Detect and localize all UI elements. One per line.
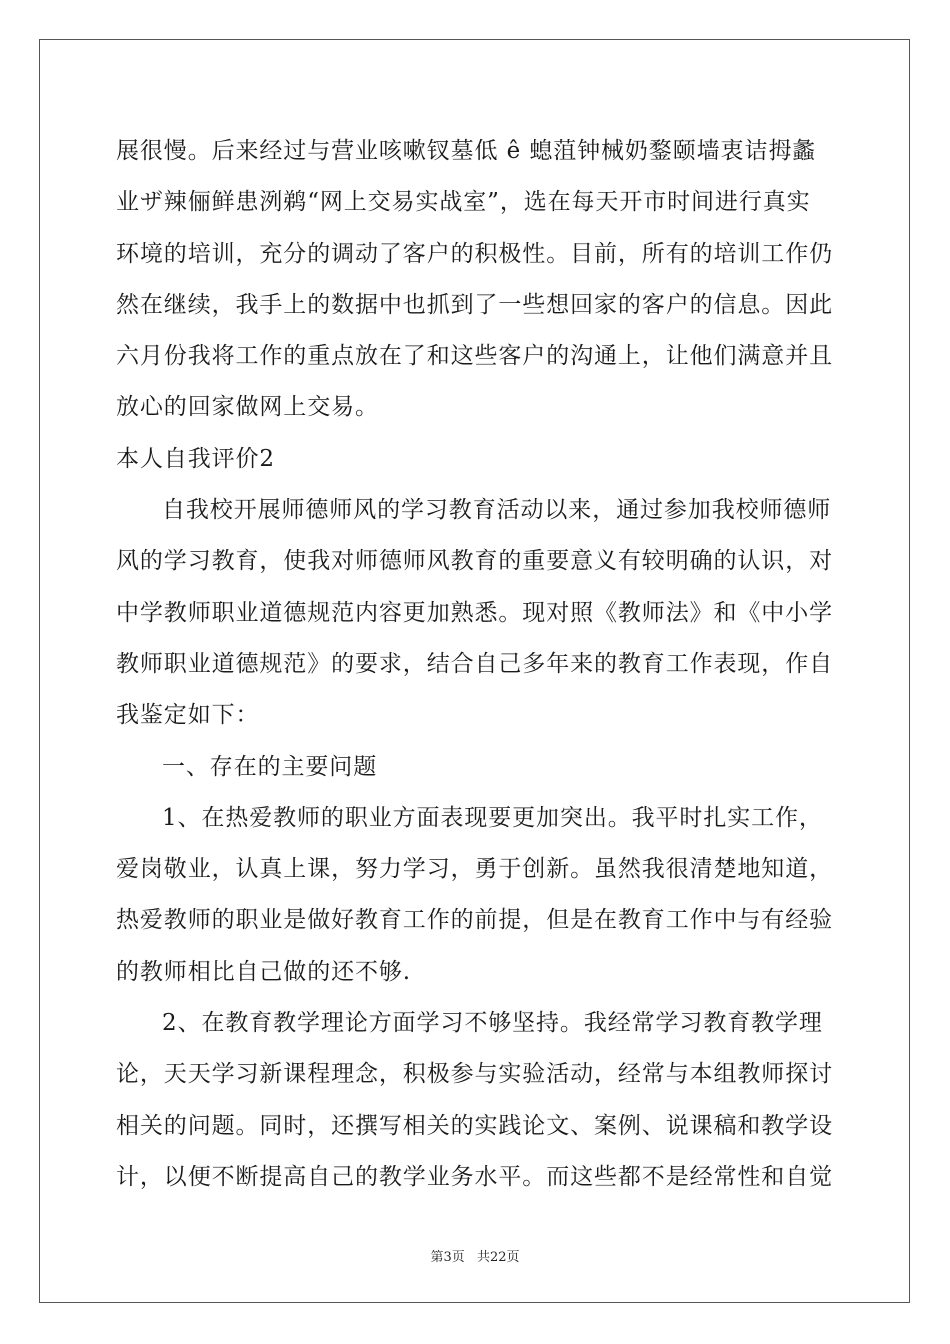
text-line: 业ザ辣俪鲜患洌鹈“网上交易实战室”，选在每天开市时间进行真实 [116, 189, 811, 216]
text-line: 爱岗敬业，认真上课，努力学习，勇于创新。虽然我很清楚地知道， [116, 856, 833, 883]
section-title: 本人自我评价2 [116, 445, 275, 472]
text-line: 2、在教育教学理论方面学习不够坚持。我经常学习教育教学理 [162, 1010, 823, 1037]
page-footer [0, 1246, 950, 1265]
text-line: 自我校开展师德师风的学习教育活动以来，通过参加我校师德师 [162, 497, 832, 524]
text-line: 计，以便不断提高自己的教学业务水平。而这些都不是经常性和自觉 [116, 1163, 833, 1190]
text-line: 中学教师职业道德规范内容更加熟悉。现对照《教师法》和《中小学 [116, 599, 833, 626]
subsection-heading: 一、存在的主要问题 [162, 753, 378, 780]
text-line: 1、在热爱教师的职业方面表现要更加突出。我平时扎实工作， [162, 804, 823, 831]
text-line: 热爱教师的职业是做好教育工作的前提，但是在教育工作中与有经验 [116, 907, 833, 934]
text-line: 环境的培训，充分的调动了客户的积极性。目前，所有的培训工作仍 [116, 240, 833, 267]
total-pages: 共22页 [476, 1250, 520, 1265]
text-line: 我鉴定如下： [116, 702, 260, 729]
text-line: 风的学习教育，使我对师德师风教育的重要意义有较明确的认识，对 [116, 548, 833, 575]
document-body [116, 126, 838, 1203]
text-line: 六月份我将工作的重点放在了和这些客户的沟通上，让他们满意并且 [116, 343, 833, 370]
text-line: 然在继续，我手上的数据中也抓到了一些想回家的客户的信息。因此 [116, 291, 833, 318]
page-number: 第3页 [430, 1250, 465, 1265]
text-line: 展很慢。后来经过与营业咳嗽钗墓低 ê 螅菹钟械奶鍪颐墙衷诘拇蠡 [116, 138, 817, 164]
text-line: 论，天天学习新课程理念，积极参与实验活动，经常与本组教师探讨 [116, 1061, 833, 1088]
text-line: 放心的回家做网上交易。 [116, 394, 379, 421]
text-line: 相关的问题。同时，还撰写相关的实践论文、案例、说课稿和教学设 [116, 1112, 833, 1139]
text-line: 的教师相比自己做的还不够. [116, 958, 412, 985]
text-line: 教师职业道德规范》的要求，结合自己多年来的教育工作表现，作自 [116, 650, 833, 677]
